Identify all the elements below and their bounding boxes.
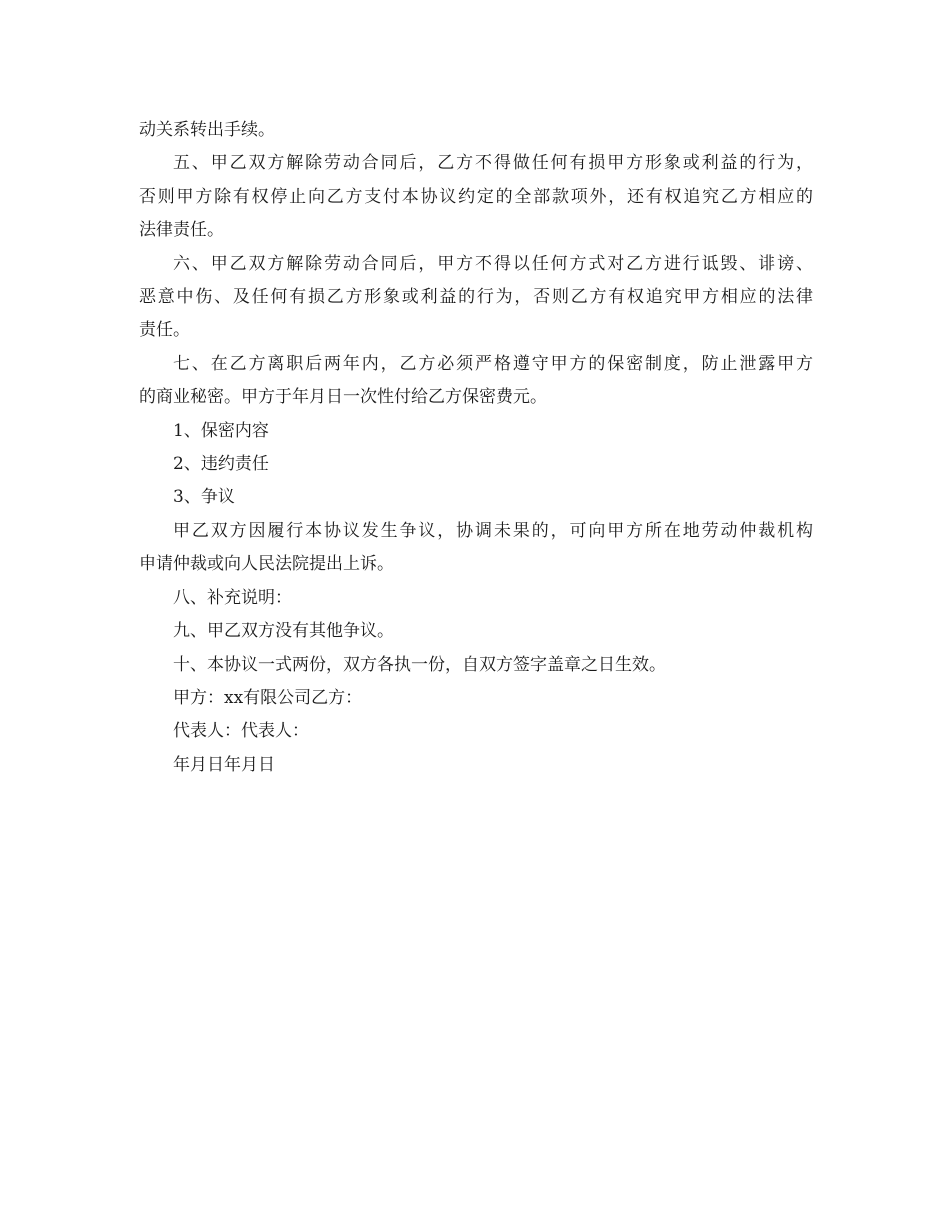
paragraph-dispute-resolution bbox=[139, 515, 813, 582]
signature-dates bbox=[139, 749, 813, 782]
paragraph-transfer-procedures bbox=[139, 114, 813, 147]
paragraph-confidentiality-content bbox=[139, 415, 813, 448]
document-body bbox=[139, 114, 813, 782]
text-line: 甲乙双方因履行本协议发生争议，协调未果的，可向甲方所在地劳动仲裁机构 bbox=[173, 520, 813, 541]
text-line: 恶意中伤、及任何有损乙方形象或利益的行为，否则乙方有权追究甲方相应的法律 bbox=[139, 287, 813, 308]
text-line: 否则甲方除有权停止向乙方支付本协议约定的全部款项外，还有权追究乙方相应的 bbox=[139, 186, 813, 207]
text-line: 3、争议 bbox=[173, 487, 235, 508]
text-line: 法律责任。 bbox=[139, 220, 224, 241]
text-line: 动关系转出手续。 bbox=[139, 120, 275, 140]
text-line: 七、在乙方离职后两年内，乙方必须严格遵守甲方的保密制度，防止泄露甲方 bbox=[173, 353, 813, 374]
text-line: 年月日年月日 bbox=[173, 754, 275, 775]
signature-parties bbox=[139, 682, 813, 715]
text-line: 代表人：代表人： bbox=[173, 721, 309, 742]
text-line: 的商业秘密。甲方于年月日一次性付给乙方保密费元。 bbox=[139, 387, 547, 408]
text-line: 申请仲裁或向人民法院提出上诉。 bbox=[139, 554, 394, 575]
text-line: 1、保密内容 bbox=[173, 420, 269, 441]
paragraph-clause-7 bbox=[139, 348, 813, 415]
paragraph-clause-9 bbox=[139, 615, 813, 648]
paragraph-clause-8 bbox=[139, 582, 813, 615]
paragraph-breach-liability bbox=[139, 448, 813, 481]
text-line: 八、补充说明： bbox=[173, 587, 292, 608]
paragraph-dispute-heading bbox=[139, 481, 813, 514]
text-line: 甲方：xx有限公司乙方： bbox=[173, 687, 363, 708]
paragraph-clause-5 bbox=[139, 147, 813, 247]
paragraph-clause-6 bbox=[139, 248, 813, 348]
text-line: 责任。 bbox=[139, 320, 190, 341]
text-line: 五、甲乙双方解除劳动合同后，乙方不得做任何有损甲方形象或利益的行为， bbox=[173, 153, 813, 174]
signature-representatives bbox=[139, 715, 813, 748]
text-line: 2、违约责任 bbox=[173, 454, 269, 475]
text-line: 六、甲乙双方解除劳动合同后，甲方不得以任何方式对乙方进行诋毁、诽谤、 bbox=[173, 253, 813, 274]
text-line: 十、本协议一式两份，双方各执一份，自双方签字盖章之日生效。 bbox=[173, 654, 666, 675]
paragraph-clause-10 bbox=[139, 649, 813, 682]
text-line: 九、甲乙双方没有其他争议。 bbox=[173, 621, 394, 642]
